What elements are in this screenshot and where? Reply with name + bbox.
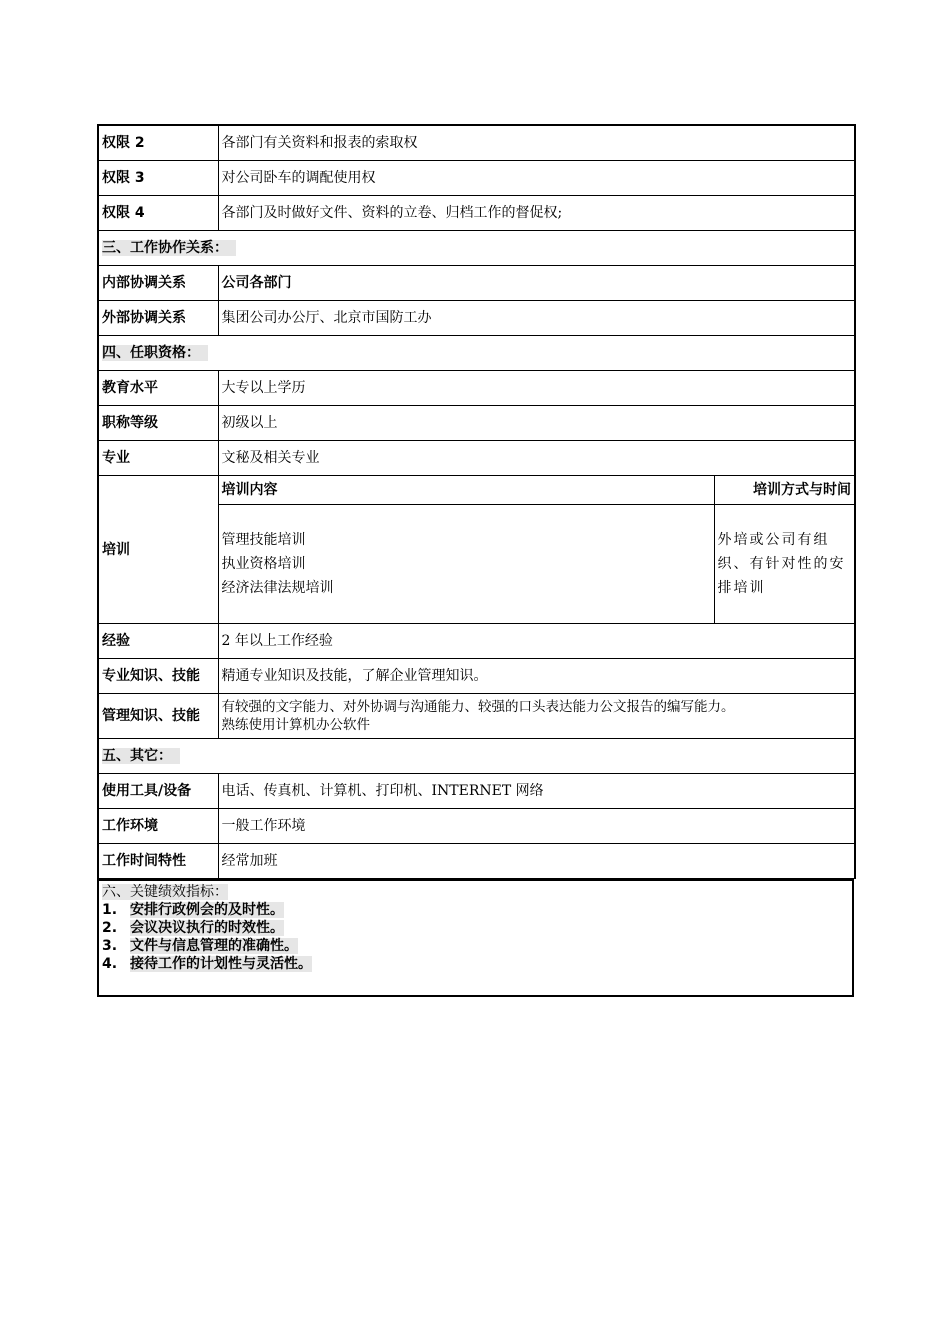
kpi-title: 六、关键绩效指标： xyxy=(102,884,228,900)
tools-row xyxy=(98,774,855,809)
kpi-number: 2. xyxy=(102,920,118,936)
experience-label: 经验 xyxy=(98,624,218,659)
kpi-item xyxy=(102,901,849,919)
management-line: 有较强的文字能力、对外协调与沟通能力、较强的口头表达能力公文报告的编写能力。 xyxy=(221,699,735,715)
training-items xyxy=(218,505,714,624)
kpi-item xyxy=(102,955,849,973)
management-label: 管理知识、技能 xyxy=(98,694,218,739)
knowledge-value: 精通专业知识及技能，了解企业管理知识。 xyxy=(218,659,855,694)
education-value: 大专以上学历 xyxy=(218,371,855,406)
training-item: 执业资格培训 xyxy=(221,556,306,572)
training-label: 培训 xyxy=(98,476,218,624)
training-header-row xyxy=(98,476,855,505)
environment-row xyxy=(98,809,855,844)
authority-value: 各部门及时做好文件、资料的立卷、归档工作的督促权; xyxy=(218,196,855,231)
section-5-header xyxy=(98,739,855,774)
major-row xyxy=(98,441,855,476)
job-description-document xyxy=(97,124,854,997)
environment-value: 一般工作环境 xyxy=(218,809,855,844)
management-skills-row xyxy=(98,694,855,739)
experience-row xyxy=(98,624,855,659)
external-label: 外部协调关系 xyxy=(98,301,218,336)
management-line: 熟练使用计算机办公软件 xyxy=(221,717,370,733)
training-item: 管理技能培训 xyxy=(221,532,306,548)
external-coordination-row xyxy=(98,301,855,336)
job-description-table xyxy=(97,124,856,879)
environment-label: 工作环境 xyxy=(98,809,218,844)
kpi-item xyxy=(102,937,849,955)
kpi-text: 会议决议执行的时效性。 xyxy=(130,920,284,936)
tools-value: 电话、传真机、计算机、打印机、INTERNET 网络 xyxy=(218,774,855,809)
kpi-text: 接待工作的计划性与灵活性。 xyxy=(130,956,312,972)
training-item: 经济法律法规培训 xyxy=(221,580,334,596)
kpi-number: 4. xyxy=(102,956,118,972)
experience-value: 2 年以上工作经验 xyxy=(218,624,855,659)
authority-label: 权限 3 xyxy=(98,161,218,196)
training-method: 外培或公司有组织、有针对性的安排培训 xyxy=(714,505,855,624)
authority-row-4 xyxy=(98,196,855,231)
authority-value: 各部门有关资料和报表的索取权 xyxy=(218,125,855,161)
education-label: 教育水平 xyxy=(98,371,218,406)
tools-label: 使用工具/设备 xyxy=(98,774,218,809)
education-row xyxy=(98,371,855,406)
internal-value: 公司各部门 xyxy=(218,266,855,301)
internal-coordination-row xyxy=(98,266,855,301)
external-value: 集团公司办公厅、北京市国防工办 xyxy=(218,301,855,336)
kpi-text: 文件与信息管理的准确性。 xyxy=(130,938,298,954)
training-method-header: 培训方式与时间 xyxy=(714,476,855,505)
kpi-number: 1. xyxy=(102,902,118,918)
internal-label: 内部协调关系 xyxy=(98,266,218,301)
authority-row-2 xyxy=(98,125,855,161)
kpi-section xyxy=(97,879,854,997)
section-title: 四、任职资格： xyxy=(102,345,208,361)
authority-row-3 xyxy=(98,161,855,196)
major-value: 文秘及相关专业 xyxy=(218,441,855,476)
authority-label: 权限 2 xyxy=(98,125,218,161)
knowledge-row xyxy=(98,659,855,694)
work-time-value: 经常加班 xyxy=(218,844,855,879)
section-title: 五、其它： xyxy=(102,748,180,764)
section-4-header xyxy=(98,336,855,371)
title-level-value: 初级以上 xyxy=(218,406,855,441)
section-3-header xyxy=(98,231,855,266)
work-time-label: 工作时间特性 xyxy=(98,844,218,879)
authority-value: 对公司卧车的调配使用权 xyxy=(218,161,855,196)
management-value xyxy=(218,694,855,739)
kpi-number: 3. xyxy=(102,938,118,954)
training-content-header: 培训内容 xyxy=(218,476,714,505)
work-time-row xyxy=(98,844,855,879)
knowledge-label: 专业知识、技能 xyxy=(98,659,218,694)
title-level-row xyxy=(98,406,855,441)
title-level-label: 职称等级 xyxy=(98,406,218,441)
kpi-text: 安排行政例会的及时性。 xyxy=(130,902,284,918)
major-label: 专业 xyxy=(98,441,218,476)
kpi-item xyxy=(102,919,849,937)
authority-label: 权限 4 xyxy=(98,196,218,231)
section-title: 三、工作协作关系： xyxy=(102,240,236,256)
